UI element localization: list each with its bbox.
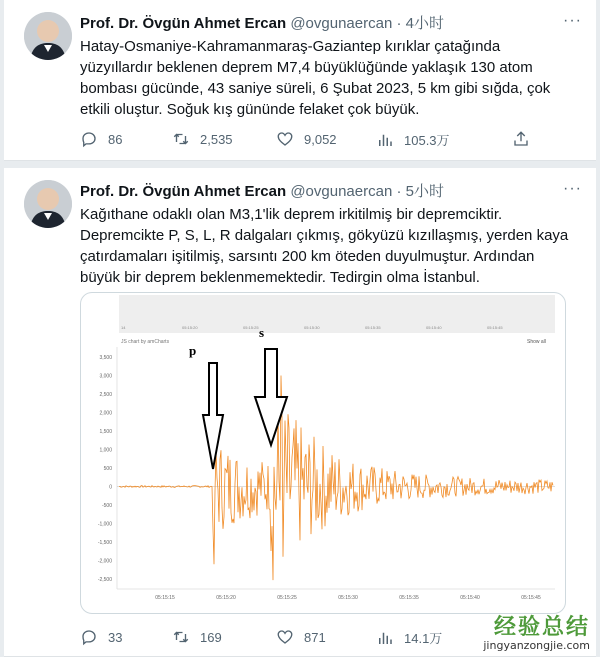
x-axis-ticks [155,595,541,601]
reply-icon [80,130,98,148]
y-tick-label: 500 [103,466,112,472]
watermark-title: 经验总结 [493,614,590,639]
avatar[interactable] [24,180,72,228]
author-handle[interactable]: @ovgunaercan [290,15,393,32]
watermark-url: jingyanzongjie.com [483,639,590,652]
tweet-header [80,180,556,201]
reply-button[interactable] [80,130,122,148]
navigator-tick-label: 14 [121,325,126,330]
author-name[interactable]: Prof. Dr. Övgün Ahmet Ercan [80,183,287,200]
author-name[interactable]: Prof. Dr. Övgün Ahmet Ercan [80,15,287,32]
tweet-actions [80,130,580,150]
navigator-tick-label: 05:15:40 [426,325,442,330]
timestamp[interactable]: 4小时 [405,15,444,32]
like-button[interactable] [276,628,326,646]
separator-dot: · [396,15,402,32]
y-tick-label: 0 [109,484,112,491]
x-tick-label: 05:15:30 [338,595,358,601]
seismogram-image[interactable] [80,292,566,614]
heart-icon [276,130,294,148]
like-button[interactable] [276,130,337,148]
navigator-tick-label: 05:15:20 [182,325,198,330]
y-tick-label: -2,000 [97,558,112,565]
share-button[interactable] [512,130,530,148]
y-tick-label: -1,500 [97,540,112,546]
reply-count: 86 [108,131,123,147]
author-handle[interactable]: @ovgunaercan [290,183,393,200]
heart-icon [276,628,294,646]
like-count: 9,052 [304,131,337,147]
tweet-text: Kağıthane odaklı olan M3,1'lik deprem irkitilmiş bir depremciktir. Depremcikte P, S, L, R dalgaları çıkmış, gökyüzü kızıllaşmış, yerden kaya çatırdamaları işitilmiş, sarsıntı 200 km öteden duyulmuştur. Ardından büyük bir deprem beklenmemektedir. Tedirgin olma İstanbul. [80,206,569,286]
x-tick-label: 05:15:45 [521,595,541,601]
views-button[interactable] [376,628,442,647]
retweet-button[interactable] [172,628,222,646]
seismic-waveform [119,376,553,581]
x-tick-label: 05:15:20 [216,595,236,601]
avatar[interactable] [24,12,72,60]
share-icon [512,130,530,148]
separator-dot: · [396,183,402,200]
seismogram-chart [81,293,565,613]
navigator-tick-label: 05:15:45 [487,325,503,330]
watermark [483,615,590,652]
retweet-button[interactable] [172,130,233,148]
reply-count: 33 [108,629,123,645]
analytics-icon [376,629,394,647]
y-axis-ticks [98,355,112,583]
tweet-2[interactable] [4,168,596,657]
x-tick-label: 05:15:40 [460,595,480,601]
like-count: 871 [304,629,326,645]
p-wave-label: p [189,343,197,358]
retweet-icon [172,628,190,646]
navigator-tick-label: 05:15:25 [243,325,259,330]
more-options-icon[interactable]: ··· [563,180,582,197]
y-tick-label: 3,000 [99,373,112,380]
retweet-icon [172,130,190,148]
y-tick-label: 3,500 [99,355,112,361]
view-count: 14.1万 [404,631,443,646]
y-tick-label: 1,500 [99,429,112,435]
x-tick-label: 05:15:25 [277,595,297,601]
s-wave-label: s [259,325,265,340]
tweet-header [80,12,556,33]
show-all-button[interactable]: Show all [527,339,546,345]
chart-credit: JS chart by amCharts [121,339,170,345]
y-tick-label: -2,500 [97,577,112,583]
navigator-tick-label: 05:15:30 [304,325,320,330]
y-tick-label: -500 [101,503,112,509]
reply-button[interactable] [80,628,122,646]
reply-icon [80,628,98,646]
navigator-tick-label: 05:15:35 [365,325,381,330]
retweet-count: 169 [200,629,222,645]
x-tick-label: 05:15:15 [155,595,175,601]
tweet-text: Hatay-Osmaniye-Kahramanmaraş-Gaziantep kırıklar çatağında yüzyıllardır beklenen deprem M7,4 büyüklüğünde yaklaşık 130 atom bombası gücünde, 43 saniye süreli, 6 Şubat 2023, 5 km gibi sığda, çok etkili oluştur. Soğuk kış gününde felaket çok büyük. [80,38,551,118]
y-tick-label: -1,000 [97,521,112,528]
p-wave-arrow [203,363,223,469]
y-tick-label: 1,000 [99,447,112,454]
x-tick-label: 05:15:35 [399,595,419,601]
view-count: 105.3万 [404,133,450,148]
y-tick-label: 2,500 [99,392,112,398]
analytics-icon [376,131,394,149]
retweet-count: 2,535 [200,131,233,147]
timestamp[interactable]: 5小时 [405,183,444,200]
tweet-1[interactable] [4,0,596,161]
views-button[interactable] [376,130,450,149]
more-options-icon[interactable]: ··· [563,12,582,29]
y-tick-label: 2,000 [99,410,112,417]
